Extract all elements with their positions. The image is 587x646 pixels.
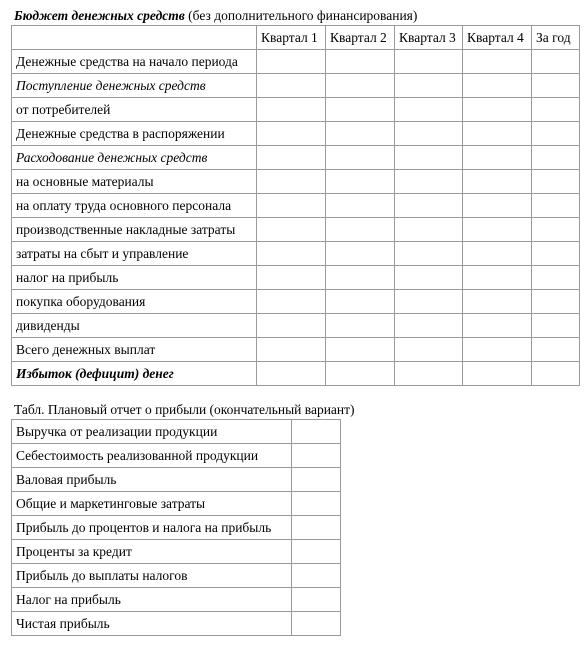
column-header-q4: Квартал 4 <box>463 26 532 50</box>
income-statement-table <box>11 419 341 636</box>
value-cell[interactable] <box>326 170 395 194</box>
row-label: на оплату труда основного персонала <box>12 194 257 218</box>
row-label: дивиденды <box>12 314 257 338</box>
value-cell[interactable] <box>463 314 532 338</box>
row-label: Общие и маркетинговые затраты <box>12 492 292 516</box>
value-cell[interactable] <box>257 74 326 98</box>
value-cell[interactable] <box>257 50 326 74</box>
value-cell[interactable] <box>532 338 580 362</box>
row-label: Чистая прибыль <box>12 612 292 636</box>
row-label: производственные накладные затраты <box>12 218 257 242</box>
value-cell[interactable] <box>257 338 326 362</box>
value-cell[interactable] <box>257 170 326 194</box>
value-cell[interactable] <box>326 314 395 338</box>
value-cell[interactable] <box>463 98 532 122</box>
table-row <box>12 146 580 170</box>
row-label: Всего денежных выплат <box>12 338 257 362</box>
value-cell[interactable] <box>395 74 463 98</box>
value-cell[interactable] <box>257 194 326 218</box>
column-header-q3: Квартал 3 <box>395 26 463 50</box>
row-label: затраты на сбыт и управление <box>12 242 257 266</box>
value-cell[interactable] <box>292 588 341 612</box>
value-cell[interactable] <box>395 290 463 314</box>
value-cell[interactable] <box>532 170 580 194</box>
value-cell[interactable] <box>463 266 532 290</box>
column-header-year: За год <box>532 26 580 50</box>
budget-subtitle: (без дополнительного финансирования) <box>184 8 418 23</box>
value-cell[interactable] <box>257 290 326 314</box>
value-cell[interactable] <box>257 314 326 338</box>
value-cell[interactable] <box>326 362 395 386</box>
column-header-q2: Квартал 2 <box>326 26 395 50</box>
value-cell[interactable] <box>395 338 463 362</box>
header-empty-cell <box>12 26 257 50</box>
row-label: Проценты за кредит <box>12 540 292 564</box>
row-label: Денежные средства на начало периода <box>12 50 257 74</box>
value-cell[interactable] <box>463 218 532 242</box>
value-cell[interactable] <box>292 492 341 516</box>
table-row <box>12 290 580 314</box>
value-cell[interactable] <box>292 564 341 588</box>
value-cell[interactable] <box>395 218 463 242</box>
table-row <box>12 612 341 636</box>
table-row <box>12 266 580 290</box>
value-cell[interactable] <box>292 420 341 444</box>
value-cell[interactable] <box>257 266 326 290</box>
table-row <box>12 98 580 122</box>
value-cell[interactable] <box>532 218 580 242</box>
value-cell[interactable] <box>326 98 395 122</box>
value-cell[interactable] <box>463 242 532 266</box>
value-cell[interactable] <box>463 146 532 170</box>
value-cell[interactable] <box>532 266 580 290</box>
value-cell[interactable] <box>257 122 326 146</box>
row-label-section: Поступление денежных средств <box>12 74 257 98</box>
row-label: Прибыль до выплаты налогов <box>12 564 292 588</box>
table-row <box>12 420 341 444</box>
value-cell[interactable] <box>326 74 395 98</box>
value-cell[interactable] <box>463 74 532 98</box>
value-cell[interactable] <box>326 50 395 74</box>
income-caption: Табл. Плановый отчет о прибыли (окончательный вариант) <box>14 402 355 417</box>
table-row <box>12 564 341 588</box>
row-label: от потребителей <box>12 98 257 122</box>
table-row <box>12 122 580 146</box>
budget-caption <box>14 8 417 24</box>
table-row <box>12 444 341 468</box>
value-cell[interactable] <box>395 50 463 74</box>
table-row <box>12 74 580 98</box>
value-cell[interactable] <box>532 314 580 338</box>
value-cell[interactable] <box>532 290 580 314</box>
value-cell[interactable] <box>532 122 580 146</box>
value-cell[interactable] <box>395 242 463 266</box>
table-row <box>12 540 341 564</box>
row-label: Налог на прибыль <box>12 588 292 612</box>
value-cell[interactable] <box>463 338 532 362</box>
cash-budget-table <box>11 25 580 386</box>
value-cell[interactable] <box>463 194 532 218</box>
value-cell[interactable] <box>395 194 463 218</box>
value-cell[interactable] <box>326 338 395 362</box>
row-label: налог на прибыль <box>12 266 257 290</box>
value-cell[interactable] <box>532 146 580 170</box>
value-cell[interactable] <box>395 170 463 194</box>
value-cell[interactable] <box>532 194 580 218</box>
value-cell[interactable] <box>326 290 395 314</box>
value-cell[interactable] <box>326 266 395 290</box>
table-row <box>12 588 341 612</box>
value-cell[interactable] <box>532 362 580 386</box>
value-cell[interactable] <box>326 122 395 146</box>
table-row <box>12 468 341 492</box>
value-cell[interactable] <box>463 362 532 386</box>
value-cell[interactable] <box>395 314 463 338</box>
value-cell[interactable] <box>257 242 326 266</box>
value-cell[interactable] <box>326 146 395 170</box>
table-row <box>12 516 341 540</box>
value-cell[interactable] <box>532 242 580 266</box>
value-cell[interactable] <box>532 50 580 74</box>
value-cell[interactable] <box>532 74 580 98</box>
row-label: Выручка от реализации продукции <box>12 420 292 444</box>
value-cell[interactable] <box>292 516 341 540</box>
value-cell[interactable] <box>257 218 326 242</box>
value-cell[interactable] <box>292 540 341 564</box>
value-cell[interactable] <box>395 266 463 290</box>
value-cell[interactable] <box>326 242 395 266</box>
table-row <box>12 194 580 218</box>
value-cell[interactable] <box>532 98 580 122</box>
value-cell[interactable] <box>292 612 341 636</box>
value-cell[interactable] <box>292 468 341 492</box>
budget-title: Бюджет денежных средств <box>14 8 185 23</box>
row-label: на основные материалы <box>12 170 257 194</box>
value-cell[interactable] <box>463 290 532 314</box>
value-cell[interactable] <box>463 122 532 146</box>
value-cell[interactable] <box>257 98 326 122</box>
table-row <box>12 492 341 516</box>
row-label: Прибыль до процентов и налога на прибыль <box>12 516 292 540</box>
table-row <box>12 338 580 362</box>
value-cell[interactable] <box>257 146 326 170</box>
table-row <box>12 50 580 74</box>
column-header-q1: Квартал 1 <box>257 26 326 50</box>
value-cell[interactable] <box>326 194 395 218</box>
value-cell[interactable] <box>395 146 463 170</box>
table-row <box>12 170 580 194</box>
row-label: Денежные средства в распоряжении <box>12 122 257 146</box>
value-cell[interactable] <box>292 444 341 468</box>
row-label: Себестоимость реализованной продукции <box>12 444 292 468</box>
table-row <box>12 242 580 266</box>
table-row <box>12 218 580 242</box>
value-cell[interactable] <box>395 98 463 122</box>
row-label-section: Расходование денежных средств <box>12 146 257 170</box>
value-cell[interactable] <box>395 362 463 386</box>
value-cell[interactable] <box>463 170 532 194</box>
row-label: покупка оборудования <box>12 290 257 314</box>
value-cell[interactable] <box>326 218 395 242</box>
table-row <box>12 314 580 338</box>
value-cell[interactable] <box>395 122 463 146</box>
table-row <box>12 362 580 386</box>
row-label-total: Избыток (дефицит) денег <box>12 362 257 386</box>
value-cell[interactable] <box>463 50 532 74</box>
value-cell[interactable] <box>257 362 326 386</box>
table-header-row <box>12 26 580 50</box>
row-label: Валовая прибыль <box>12 468 292 492</box>
